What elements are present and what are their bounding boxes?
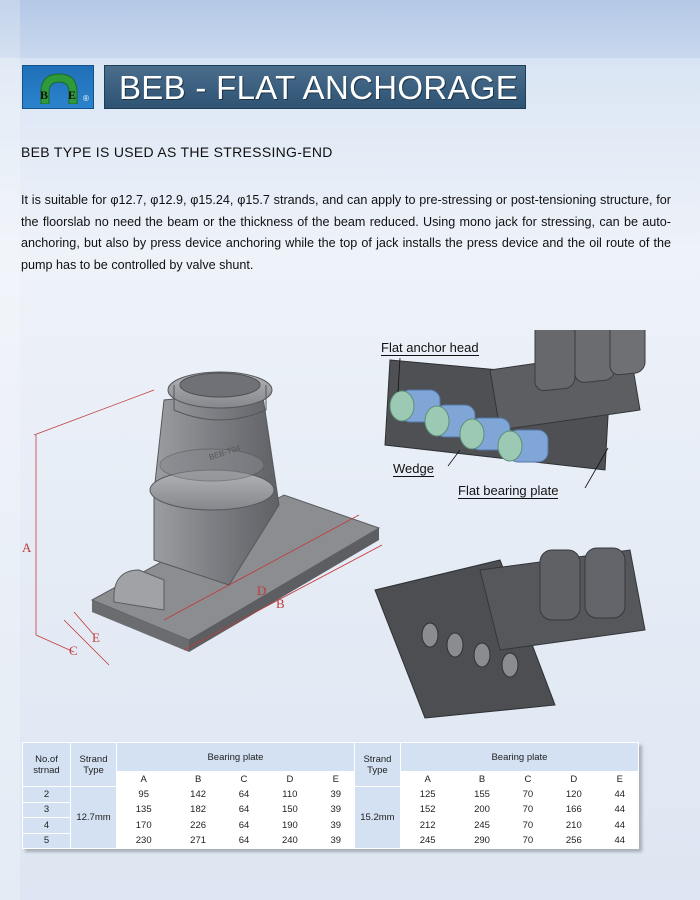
section-subheading: BEB TYPE IS USED AS THE STRESSING-END — [21, 144, 333, 160]
logo-letter-b: B — [39, 88, 48, 102]
cell: 39 — [317, 802, 354, 818]
cell-no: 3 — [23, 802, 71, 818]
callout-flat-bearing-plate: Flat bearing plate — [458, 483, 559, 498]
col-header-bearing-plate: Bearing plate — [117, 743, 355, 772]
dim-label-a: A — [22, 540, 32, 555]
cell: 212 — [400, 818, 454, 834]
top-banner — [0, 0, 700, 58]
cell: 95 — [117, 787, 171, 803]
cell: 64 — [225, 802, 262, 818]
cell: 70 — [509, 833, 546, 849]
cell: 44 — [601, 787, 638, 803]
dim-label-c: C — [69, 643, 78, 658]
casting-mark: BEB-T04 — [207, 443, 242, 462]
cell: 39 — [317, 833, 354, 849]
table-header-row — [23, 743, 639, 772]
description-paragraph: It is suitable for φ12.7, φ12.9, φ15.24, φ15.7 strands, and can apply to pre-stressing or post-tensioning structure, for the floorslab no need the beam or the thickness of the beam reduced. Using mono jack for stressing, can be auto-anchoring, but also by press device anchoring while the top of jack installs the press device and the oil route of the pump has to be controlled by valve shunt. — [21, 193, 671, 272]
company-logo — [22, 65, 94, 109]
cell: 166 — [547, 802, 601, 818]
anchorage-casting-figure — [14, 330, 394, 670]
callout-flat-anchor-head: Flat anchor head — [381, 340, 479, 355]
cell: 150 — [263, 802, 317, 818]
cell: 142 — [171, 787, 225, 803]
bearing-plate-figure — [360, 540, 660, 720]
col-header-strand-type-2: Strand Type — [354, 743, 400, 787]
cell: 245 — [455, 818, 509, 834]
cell: 125 — [400, 787, 454, 803]
col-header-strand-type: Strand Type — [71, 743, 117, 787]
dim-label-e: E — [92, 630, 100, 645]
title-bar — [104, 65, 526, 109]
cell: 120 — [547, 787, 601, 803]
cell: 70 — [509, 787, 546, 803]
col-c: C — [225, 772, 262, 787]
cell: 64 — [225, 833, 262, 849]
col-b-2: B — [455, 772, 509, 787]
cell-strand-type-12-7: 12.7mm — [71, 787, 117, 849]
col-d: D — [263, 772, 317, 787]
cell-no: 2 — [23, 787, 71, 803]
cell: 135 — [117, 802, 171, 818]
cell: 110 — [263, 787, 317, 803]
cell: 230 — [117, 833, 171, 849]
cell: 64 — [225, 818, 262, 834]
logo-letter-e: E — [67, 88, 76, 102]
col-a: A — [117, 772, 171, 787]
cell: 39 — [317, 818, 354, 834]
cell: 182 — [171, 802, 225, 818]
cell: 210 — [547, 818, 601, 834]
cell: 226 — [171, 818, 225, 834]
cell: 64 — [225, 787, 262, 803]
col-a-2: A — [400, 772, 454, 787]
cell: 256 — [547, 833, 601, 849]
cell: 70 — [509, 818, 546, 834]
callout-wedge: Wedge — [393, 461, 434, 476]
col-e: E — [317, 772, 354, 787]
col-header-no-of-strand: No.of strnad — [23, 743, 71, 787]
cell-no: 5 — [23, 833, 71, 849]
col-e-2: E — [601, 772, 638, 787]
cell-no: 4 — [23, 818, 71, 834]
page-title: BEB - FLAT ANCHORAGE — [119, 69, 519, 106]
cell-strand-type-15-2: 15.2mm — [354, 787, 400, 849]
specification-table — [22, 742, 639, 849]
cell: 240 — [263, 833, 317, 849]
cell: 290 — [455, 833, 509, 849]
col-c-2: C — [509, 772, 546, 787]
cell: 152 — [400, 802, 454, 818]
dim-label-d: D — [257, 583, 267, 598]
cell: 70 — [509, 802, 546, 818]
cell: 155 — [455, 787, 509, 803]
cell: 44 — [601, 833, 638, 849]
cell: 44 — [601, 818, 638, 834]
cell: 39 — [317, 787, 354, 803]
col-header-bearing-plate-2: Bearing plate — [400, 743, 638, 772]
cell: 245 — [400, 833, 454, 849]
dim-label-b: B — [276, 596, 285, 611]
cell: 170 — [117, 818, 171, 834]
col-b: B — [171, 772, 225, 787]
registered-mark: ® — [83, 94, 89, 103]
cell: 271 — [171, 833, 225, 849]
cell: 200 — [455, 802, 509, 818]
cell: 44 — [601, 802, 638, 818]
table-row — [23, 787, 639, 803]
col-d-2: D — [547, 772, 601, 787]
cell: 190 — [263, 818, 317, 834]
